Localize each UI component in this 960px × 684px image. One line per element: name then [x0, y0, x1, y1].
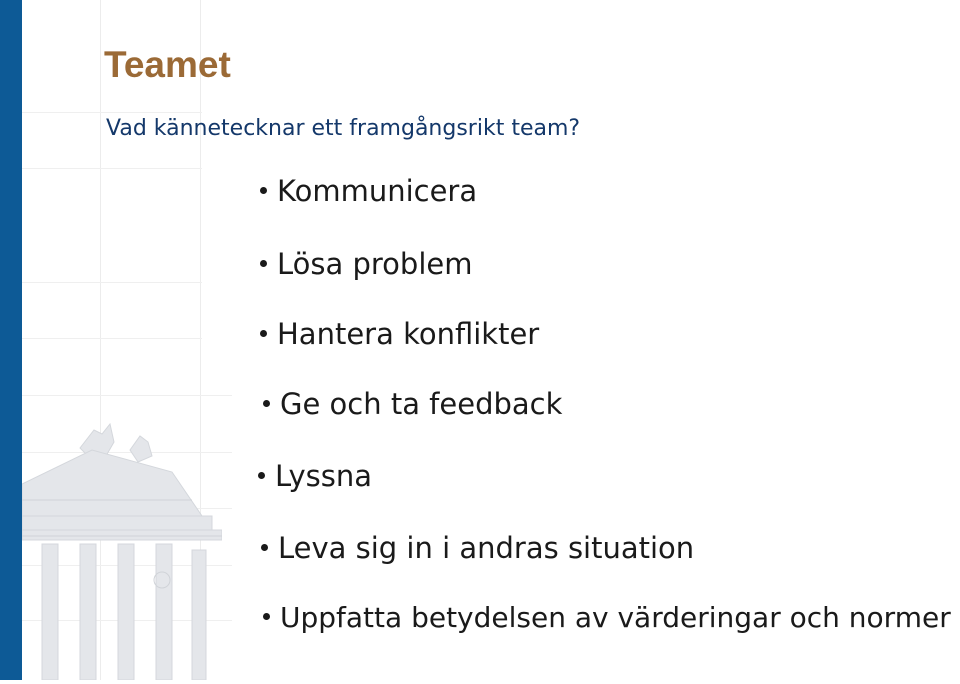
list-item-text: Uppfatta betydelsen av värderingar och normer	[280, 601, 951, 634]
list-item-text: Lyssna	[275, 459, 373, 493]
bullet-dot-icon	[260, 260, 267, 267]
list-item	[258, 459, 372, 494]
list-item	[261, 531, 694, 566]
list-item-text: Hantera konflikter	[277, 317, 540, 351]
building-watermark-icon	[22, 420, 222, 680]
list-item	[263, 601, 951, 635]
bullet-dot-icon	[260, 330, 267, 337]
list-item-text: Kommunicera	[277, 174, 478, 208]
list-item-text: Leva sig in i andras situation	[278, 531, 695, 565]
list-item	[260, 317, 539, 352]
slide-subtitle: Vad kännetecknar ett framgångsrikt team?	[106, 116, 581, 141]
list-item	[263, 387, 562, 422]
list-item	[260, 247, 472, 282]
bullet-dot-icon	[258, 472, 265, 479]
left-accent-bar	[0, 0, 22, 680]
slide-title: Teamet	[104, 44, 231, 85]
bullet-dot-icon	[263, 613, 270, 620]
list-item-text: Lösa problem	[277, 247, 473, 281]
bullet-dot-icon	[261, 544, 268, 551]
list-item	[260, 174, 477, 209]
bullet-dot-icon	[260, 187, 267, 194]
bullet-dot-icon	[263, 400, 270, 407]
list-item-text: Ge och ta feedback	[280, 387, 563, 421]
